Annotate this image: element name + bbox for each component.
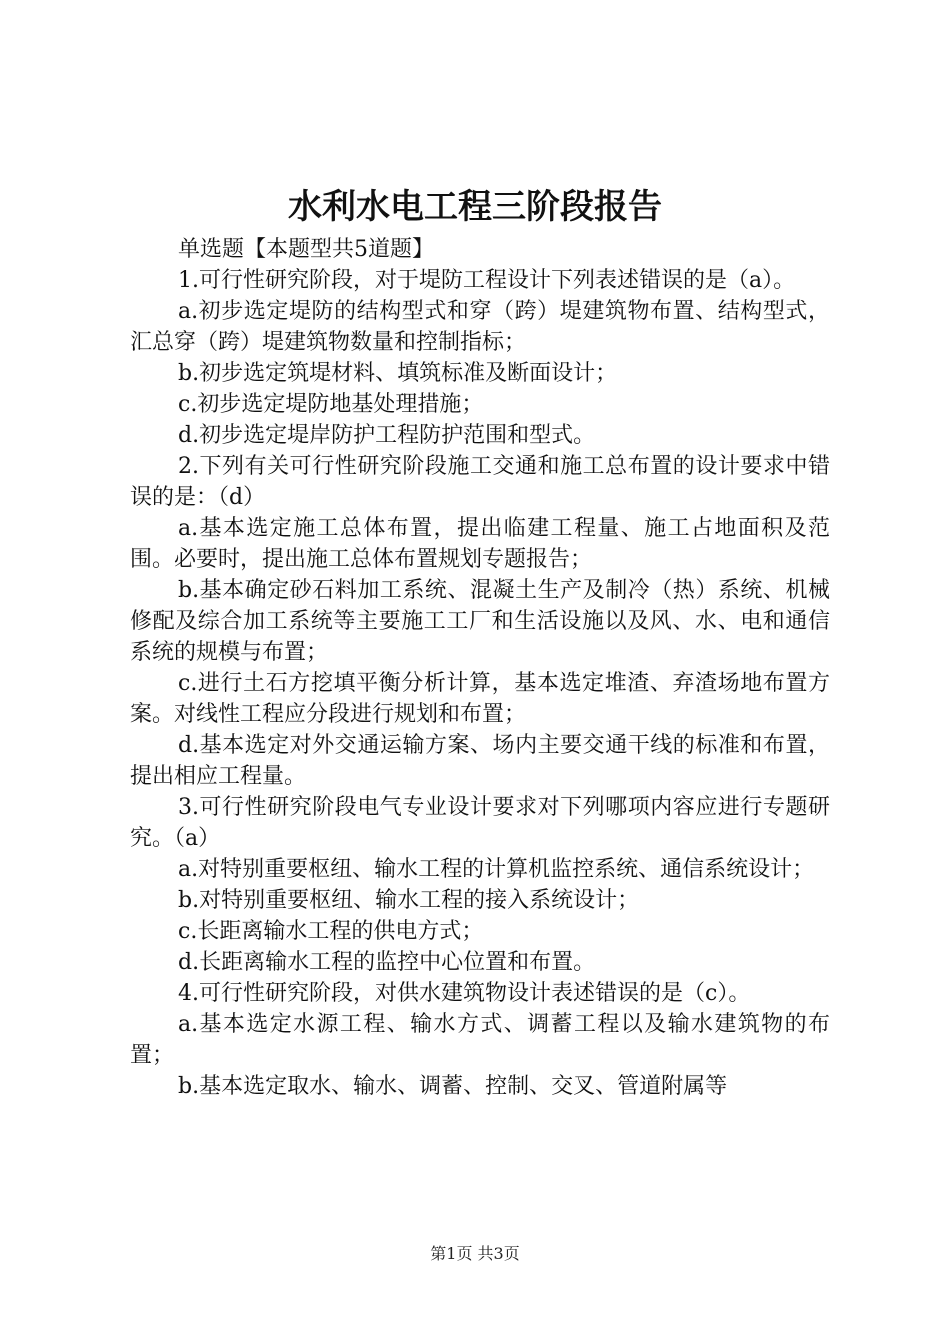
- question-1-option-d: d.初步选定堤岸防护工程防护范围和型式。: [178, 423, 596, 448]
- question-3-option-d: d.长距离输水工程的监控中心位置和布置。: [178, 950, 596, 975]
- question-4-option-a: a.基本选定水源工程、输水方式、调蓄工程以及输水建筑物的布置；: [130, 1012, 830, 1068]
- question-2: 2.下列有关可行性研究阶段施工交通和施工总布置的设计要求中错误的是：（d）: [130, 454, 830, 510]
- question-1: 1.可行性研究阶段，对于堤防工程设计下列表述错误的是（a）。: [178, 268, 796, 293]
- question-1-option-c: c.初步选定堤防地基处理措施；: [178, 392, 484, 417]
- question-2-option-a: a.基本选定施工总体布置，提出临建工程量、施工占地面积及范围。必要时，提出施工总体布置规划专题报告；: [130, 516, 830, 572]
- question-3-option-a: a.对特别重要枢纽、输水工程的计算机监控系统、通信系统设计；: [178, 857, 815, 882]
- question-3: 3.可行性研究阶段电气专业设计要求对下列哪项内容应进行专题研究。（a）: [130, 795, 830, 851]
- question-1-option-a: a.初步选定堤防的结构型式和穿（跨）堤建筑物布置、结构型式，汇总穿（跨）堤建筑物数量和控制指标；: [130, 299, 830, 355]
- document-body: [130, 234, 830, 1102]
- question-2-option-b: b.基本确定砂石料加工系统、混凝土生产及制冷（热）系统、机械修配及综合加工系统等主要施工工厂和生活设施以及风、水、电和通信系统的规模与布置；: [130, 578, 830, 665]
- section-heading: 单选题【本题型共5道题】: [178, 237, 434, 262]
- question-1-option-b: b.初步选定筑堤材料、填筑标准及断面设计；: [178, 361, 618, 386]
- question-4: 4.可行性研究阶段，对供水建筑物设计表述错误的是（c）。: [178, 981, 751, 1006]
- question-3-option-b: b.对特别重要枢纽、输水工程的接入系统设计；: [178, 888, 640, 913]
- page-footer: 第1页 共3页: [430, 1244, 520, 1263]
- document-title: 水利水电工程三阶段报告: [288, 187, 662, 227]
- question-4-option-b: b.基本选定取水、输水、调蓄、控制、交叉、管道附属等: [178, 1074, 728, 1099]
- question-3-option-c: c.长距离输水工程的供电方式；: [178, 919, 484, 944]
- question-2-option-d: d.基本选定对外交通运输方案、场内主要交通干线的标准和布置，提出相应工程量。: [130, 733, 830, 789]
- question-2-option-c: c.进行土石方挖填平衡分析计算，基本选定堆渣、弃渣场地布置方案。对线性工程应分段进行规划和布置；: [130, 671, 830, 727]
